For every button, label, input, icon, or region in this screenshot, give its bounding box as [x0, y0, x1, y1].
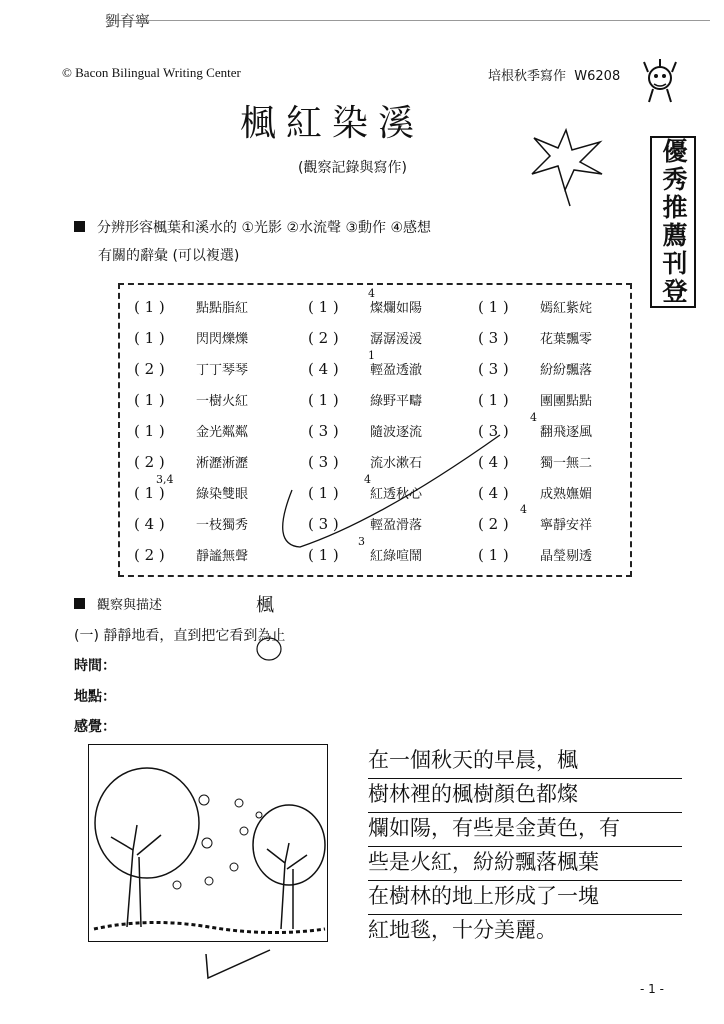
series-label: 培根秋季寫作 — [488, 69, 567, 84]
vocab-word: 丁丁琴琴 — [196, 363, 249, 378]
vocab-answer: ( 2 ) — [478, 515, 509, 533]
vocab-word: 一枝獨秀 — [196, 518, 249, 533]
vocab-answer: ( 1 ) — [308, 484, 339, 502]
vocab-word: 靜謐無聲 — [196, 549, 249, 564]
check-mark-icon — [200, 942, 280, 992]
vocab-word: 嫣紅紫姹 — [540, 301, 593, 316]
vocab-word: 一樹火紅 — [196, 394, 249, 409]
question-1: (一) 靜靜地看，直到把它看到為止 — [74, 628, 286, 644]
vocab-answer: ( 2 ) — [134, 453, 165, 471]
vocab-answer: ( 1 ) — [308, 546, 339, 564]
vocab-word: 淅瀝淅瀝 — [196, 456, 249, 471]
vocab-word: 晶瑩剔透 — [540, 549, 593, 564]
page-subtitle: (觀察記錄與寫作) — [298, 160, 407, 176]
place-label: 地點： — [74, 689, 116, 705]
observe-heading: 觀察與描述 — [74, 594, 162, 613]
vocabulary-box — [118, 283, 632, 577]
vocab-answer: ( 3 ) — [308, 422, 339, 440]
student-name: 劉育寧 — [105, 12, 151, 30]
vocab-word: 紅綠喧鬧 — [370, 549, 423, 564]
vocab-word: 獨一無二 — [540, 456, 593, 471]
worksheet-code: W6208 — [574, 69, 621, 84]
vocab-word: 紛紛飄落 — [540, 363, 593, 378]
annotation-mark: 4 — [520, 503, 527, 516]
annotation-mark: 1 — [368, 349, 375, 362]
series-code — [488, 65, 620, 84]
section-bullet-icon — [74, 598, 85, 609]
vocab-answer: ( 4 ) — [134, 515, 165, 533]
vocab-word: 翻飛逐風 — [540, 425, 593, 440]
vocab-answer: ( 1 ) — [134, 422, 165, 440]
vocab-word: 潺潺湲湲 — [370, 332, 423, 347]
vocab-answer: ( 4 ) — [478, 453, 509, 471]
composition-line: 在樹林的地上形成了一塊 — [368, 878, 682, 915]
annotation-mark: 3,4 — [156, 473, 174, 486]
vocab-word: 輕盈透澈 — [370, 363, 423, 378]
vocab-word: 金光粼粼 — [196, 425, 249, 440]
composition-line: 樹林裡的楓樹顏色都燦 — [368, 776, 682, 813]
handwritten-check-stroke — [120, 285, 630, 575]
header-rule — [110, 20, 710, 21]
tree-drawing — [89, 745, 327, 941]
time-label: 時間： — [74, 658, 116, 674]
vocab-answer: ( 2 ) — [134, 360, 165, 378]
composition-line: 紅地毯，十分美麗。 — [368, 918, 557, 942]
vocab-word: 綠染雙眼 — [196, 487, 249, 502]
mascot-icon — [640, 58, 680, 104]
recommended-badge: 優秀推薦刊登 — [650, 136, 696, 308]
vocab-answer: ( 3 ) — [478, 360, 509, 378]
annotation-mark: 3 — [358, 535, 365, 548]
vocab-answer: ( 1 ) — [134, 329, 165, 347]
vocab-answer: ( 2 ) — [308, 329, 339, 347]
annotation-mark: 4 — [364, 473, 371, 486]
vocab-answer: ( 4 ) — [478, 484, 509, 502]
vocab-word: 綠野平疇 — [370, 394, 423, 409]
vocab-answer: ( 4 ) — [308, 360, 339, 378]
vocab-answer: ( 3 ) — [478, 422, 509, 440]
page-number: - 1 - — [640, 982, 664, 996]
vocab-word: 隨波逐流 — [370, 425, 423, 440]
vocab-word: 點點脂紅 — [196, 301, 249, 316]
drawing-box — [88, 744, 328, 942]
vocab-word: 團團點點 — [540, 394, 593, 409]
vocab-answer: ( 2 ) — [134, 546, 165, 564]
vocab-answer: ( 3 ) — [308, 515, 339, 533]
page-title: 楓紅染溪 — [240, 103, 425, 144]
observe-subject: 楓 — [256, 595, 274, 616]
vocab-answer: ( 3 ) — [478, 329, 509, 347]
vocab-word: 流水漱石 — [370, 456, 423, 471]
composition-line: 在一個秋天的早晨，楓 — [368, 742, 682, 779]
vocab-answer: ( 3 ) — [308, 453, 339, 471]
vocab-answer: ( 1 ) — [134, 298, 165, 316]
section-bullet-icon — [74, 221, 85, 232]
vocab-answer: ( 1 ) — [478, 391, 509, 409]
composition-area — [368, 742, 682, 942]
copyright: © Bacon Bilingual Writing Center — [62, 65, 241, 80]
vocab-word: 寧靜安祥 — [540, 518, 593, 533]
maple-leaf-icon — [520, 128, 610, 208]
vocab-word: 燦爛如陽 — [370, 301, 423, 316]
vocab-answer: ( 1 ) — [478, 546, 509, 564]
feeling-label: 感覺： — [74, 719, 116, 735]
vocab-answer: ( 1 ) — [308, 298, 339, 316]
vocab-answer: ( 1 ) — [134, 391, 165, 409]
composition-line: 些是火紅，紛紛飄落楓葉 — [368, 844, 682, 881]
instruction-line-1: 分辨形容楓葉和溪水的 ①光影 ②水流聲 ③動作 ④感想 — [74, 217, 431, 237]
vocab-answer: ( 1 ) — [308, 391, 339, 409]
vocab-answer: ( 1 ) — [478, 298, 509, 316]
circled-word-mark — [254, 636, 284, 662]
vocab-word: 紅透秋心 — [370, 487, 423, 502]
vocab-word: 閃閃爍爍 — [196, 332, 249, 347]
annotation-mark: 4 — [530, 411, 537, 424]
instruction-line-2: 有關的辭彙 (可以複選) — [98, 248, 240, 264]
annotation-mark: 4 — [368, 287, 375, 300]
vocab-word: 成熟嫵媚 — [540, 487, 593, 502]
vocab-word: 花葉飄零 — [540, 332, 593, 347]
vocab-word: 輕盈滑落 — [370, 518, 423, 533]
composition-line: 爛如陽，有些是金黃色，有 — [368, 810, 682, 847]
vocab-answer: ( 1 ) — [134, 484, 165, 502]
